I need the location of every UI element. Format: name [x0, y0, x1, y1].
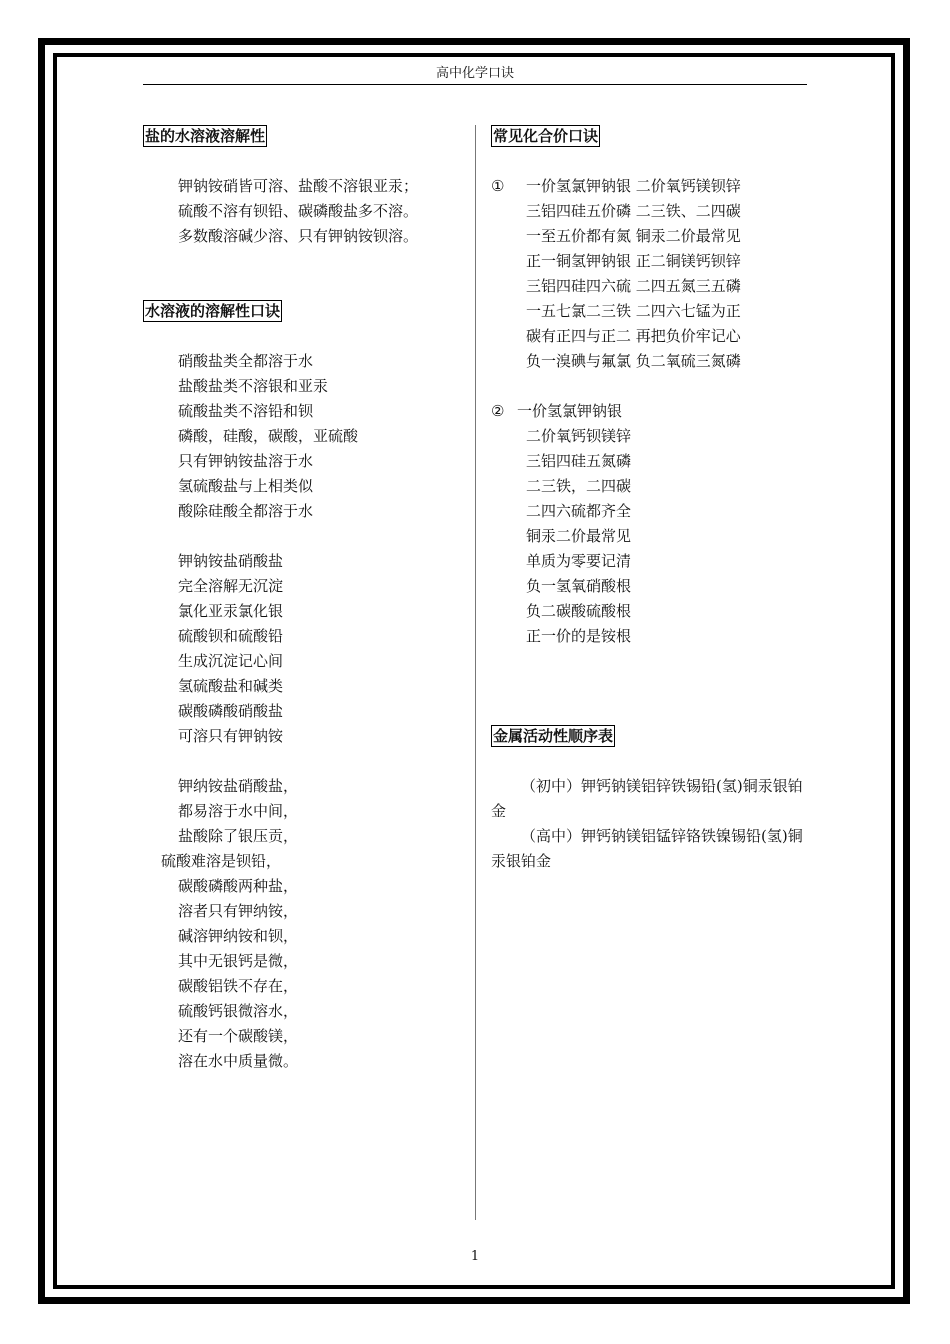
- text-line: 氢硫酸盐与上相类似: [178, 477, 314, 495]
- text-line: 还有一个碳酸镁，: [178, 1027, 299, 1045]
- text-line: 氢硫酸盐和碱类: [178, 677, 284, 695]
- text-line: 溶在水中质量微。: [178, 1052, 299, 1070]
- text-line: 磷酸，硅酸，碳酸，亚硫酸: [178, 427, 359, 445]
- section-title-metal-activity: 金属活动性顺序表: [493, 727, 614, 745]
- page-number: 1: [470, 1249, 480, 1264]
- paragraph-junior: （初中）钾钙钠镁铝锌铁锡铅(氢)铜汞银铂金: [491, 777, 803, 820]
- text-line: 多数酸溶碱少溶、只有钾钠铵钡溶。: [178, 227, 419, 245]
- section-title-salt-solubility: 盐的水溶液溶解性: [145, 127, 266, 145]
- text-line: 碱溶钾纳铵和钡，: [178, 927, 299, 945]
- list-marker: ②: [491, 402, 505, 420]
- text-line: 碳有正四与正二 再把负价牢记心: [526, 327, 741, 345]
- text-line: 一至五价都有氮 铜汞二价最常见: [526, 227, 741, 245]
- text-line: 可溶只有钾钠铵: [178, 727, 284, 745]
- text-line: 铜汞二价最常见: [526, 527, 632, 545]
- section-title-valence-rhyme: 常见化合价口诀: [493, 127, 599, 145]
- left-column: [143, 124, 461, 1074]
- text-line: 单质为零要记清: [526, 552, 632, 570]
- right-column: [491, 124, 809, 874]
- text-line: 盐酸除了银压贡，: [178, 827, 299, 845]
- text-line: 碳酸磷酸两种盐，: [178, 877, 299, 895]
- text-line: 负一溴碘与氟氯 负二氧硫三氮磷: [526, 352, 741, 370]
- text-line: 都易溶于水中间，: [178, 802, 299, 820]
- text-line: 二四六硫都齐全: [526, 502, 632, 520]
- text-line: 酸除硅酸全都溶于水: [178, 502, 314, 520]
- text-line: 生成沉淀记心间: [178, 652, 284, 670]
- text-line: 只有钾钠铵盐溶于水: [178, 452, 314, 470]
- text-line: 碳酸磷酸硝酸盐: [178, 702, 284, 720]
- text-line: 钾纳铵盐硝酸盐，: [178, 777, 299, 795]
- text-line: 三铝四硅五氮磷: [526, 452, 632, 470]
- page-header: 高中化学口诀: [143, 66, 807, 85]
- text-line: 二价氧钙钡镁锌: [526, 427, 632, 445]
- list-marker: ①: [491, 177, 505, 195]
- text-line: 钾钠铵硝皆可溶、盐酸不溶银亚汞；: [178, 177, 419, 195]
- text-line: 正一铜氢钾钠银 正二铜镁钙钡锌: [526, 252, 741, 270]
- text-line: 硫酸难溶是钡铅，: [161, 852, 282, 870]
- text-line: 正一价的是铵根: [526, 627, 632, 645]
- text-line: 一价氢氯钾钠银: [517, 402, 623, 420]
- text-line: 其中无银钙是微，: [178, 952, 299, 970]
- numbered-line: [491, 174, 809, 199]
- text-line: 氯化亚汞氯化银: [178, 602, 284, 620]
- column-divider: [475, 125, 476, 1220]
- text-line: 一五七氯二三铁 二四六七锰为正: [526, 302, 741, 320]
- text-line: 三铝四硅四六硫 二四五氮三五磷: [526, 277, 741, 295]
- text-line: 溶者只有钾纳铵，: [178, 902, 299, 920]
- text-line: 碳酸铝铁不存在，: [178, 977, 299, 995]
- text-line: 硫酸不溶有钡铅、碳磷酸盐多不溶。: [178, 202, 419, 220]
- text-line: 负一氢氧硝酸根: [526, 577, 632, 595]
- text-line: 二三铁，二四碳: [526, 477, 632, 495]
- text-line: 钾钠铵盐硝酸盐: [178, 552, 284, 570]
- text-line: 硫酸盐类不溶铅和钡: [178, 402, 314, 420]
- text-line: 盐酸盐类不溶银和亚汞: [178, 377, 329, 395]
- numbered-line: [491, 399, 809, 424]
- text-line: 硝酸盐类全都溶于水: [178, 352, 314, 370]
- text-line: 硫酸钙银微溶水，: [178, 1002, 299, 1020]
- paragraph-senior: （高中）钾钙钠镁铝锰锌铬铁镍锡铅(氢)铜汞银铂金: [491, 827, 803, 870]
- text-line: 三铝四硅五价磷 二三铁、二四碳: [526, 202, 741, 220]
- text-line: 一价氢氯钾钠银 二价氧钙镁钡锌: [526, 177, 741, 195]
- section-title-solubility-rhyme: 水溶液的溶解性口诀: [145, 302, 281, 320]
- text-line: 负二碳酸硫酸根: [526, 602, 632, 620]
- text-line: 硫酸钡和硫酸铅: [178, 627, 284, 645]
- text-line: 完全溶解无沉淀: [178, 577, 284, 595]
